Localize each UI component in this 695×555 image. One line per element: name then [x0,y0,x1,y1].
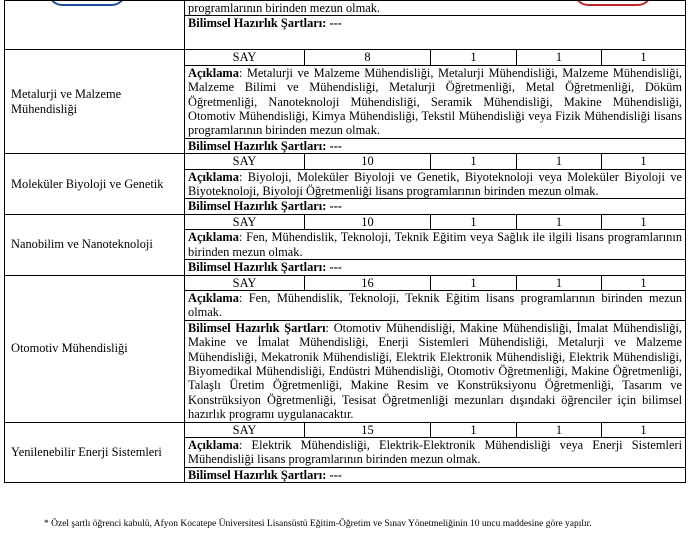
prereq-label: Bilimsel Hazırlık Şartları [188,16,323,31]
prereq-label: Bilimsel Hazırlık Şartları [188,260,323,275]
prereq-label: Bilimsel Hazırlık Şartları [188,320,326,335]
explanation-text: programlarının birinden mezun olmak. [188,1,381,15]
program-name: Otomotiv Mühendisliği [5,275,185,422]
score-type: SAY [185,422,305,437]
program-name: Metalurji ve Malzeme Mühendisliği [5,50,185,154]
quota-cell: 16 [305,275,431,290]
quota-cell: 10 [305,154,431,169]
explanation-label: Açıklama [188,169,239,184]
program-name: Nanobilim ve Nanoteknoloji [5,214,185,275]
table-row [5,422,686,437]
quota-cell: 15 [305,422,431,437]
explanation-text: : Biyoloji, Moleküler Biyoloji ve Genetik, Biyoteknoloji veya Moleküler Biyoloji ve Biyoteknoloji, Biyoloji Öğretmenliği lisans programlarının birinden mezun olmak. [188,169,683,199]
explanation-label: Açıklama [188,437,239,452]
table-row [5,1,686,16]
quota-cell: 1 [431,214,517,229]
prereq-label: Bilimsel Hazırlık Şartları [188,467,323,482]
table-row: Bilimsel Hazırlık Şartları: --- [5,260,686,275]
quota-cell: 1 [431,50,517,65]
explanation-text: : Elektrik Mühendisliği, Elektrik-Elektronik Mühendisliği veya Enerji Sistemleri Mühendisliği lisans programlarının birinden mezun olmak. [188,437,683,467]
quota-cell: 1 [602,275,686,290]
explanation-label: Açıklama [188,65,239,80]
program-name: Moleküler Biyoloji ve Genetik [5,154,185,215]
table-row: Bilimsel Hazırlık Şartları: --- [5,16,686,50]
quota-cell: 1 [517,422,602,437]
quota-cell: 1 [517,50,602,65]
quota-cell: 1 [602,422,686,437]
quota-cell: 1 [602,50,686,65]
programs-table [4,0,686,483]
quota-cell: 1 [431,422,517,437]
prereq-text: : Otomotiv Mühendisliği, Makine Mühendisliği, İmalat Mühendisliği, Makine ve İmalat Mühendisliği, Enerji Sistemleri Mühendisliği, Metalurji ve Malzeme Mühendisliği, Mekatronik Mühendisliği, Elektrik Elektronik Mühendisliği, Elektrik Mühendisliği, Biyomedikal Mühendisliği, Endüstri Mühendisliği, Otomotiv Öğretmenliği, Makine Öğretmenliği, Talaşlı Üretim Öğretmenliği, Makine Resim ve Konstrüksiyonu Öğretmenliği, Tasarım ve Konstrüksiyon Öğretmenliği, Tesisat Öğretmenliği mezunları dışındaki öğrenciler için bilimsel hazırlık programı uygulanacaktır. [188,320,683,422]
table-row [5,275,686,290]
quota-cell: 1 [602,154,686,169]
quota-cell: 8 [305,50,431,65]
program-name-cell [5,1,185,50]
quota-cell: 1 [517,214,602,229]
score-type: SAY [185,154,305,169]
explanation-label: Açıklama [188,290,239,305]
table-row [5,50,686,65]
explanation-text: : Fen, Mühendislik, Teknoloji, Teknik Eğitim veya Sağlık ile ilgili lisans programlarının birinden mezun olmak. [188,230,683,259]
footnote: * Özel şartlı öğrenci kabulü, Afyon Kocatepe Üniversitesi Lisansüstü Eğitim-Öğretim ve Sınav Yönetmeliğinin 10 uncu maddesine göre yapılır. [44,519,592,529]
quota-cell: 1 [517,275,602,290]
program-name: Yenilenebilir Enerji Sistemleri [5,422,185,483]
score-type: SAY [185,50,305,65]
explanation-text: : Fen, Mühendislik, Teknoloji, Teknik Eğitim lisans programlarının birinden mezun olmak. [188,290,683,320]
quota-cell: 1 [602,214,686,229]
prereq-label: Bilimsel Hazırlık Şartları [188,199,323,214]
explanation-label: Açıklama [188,230,239,245]
table-row: Bilimsel Hazırlık Şartları: --- [5,199,686,214]
explanation-text: : Metalurji ve Malzeme Mühendisliği, Metalurji Mühendisliği, Malzeme Mühendisliği, Malzeme Bilimi ve Mühendisliği, Metalurji Öğretmenliği, Metal Öğretmenliği, Döküm Öğretmenliği, Nanoteknoloji Mühendisliği, Seramik Mühendisliği, Makine Mühendisliği, Otomotiv Mühendisliği, Kimya Mühendisliği, Tekstil Mühendisliği veya Fizik Mühendisliği lisans programlarının birinden mezun olmak. [188,65,683,138]
score-type: SAY [185,214,305,229]
quota-cell: 1 [431,275,517,290]
table-row: Bilimsel Hazırlık Şartları: --- [5,467,686,482]
quota-cell: 10 [305,214,431,229]
quota-cell: 1 [431,154,517,169]
score-type: SAY [185,275,305,290]
quota-cell: 1 [517,154,602,169]
prereq-label: Bilimsel Hazırlık Şartları [188,138,323,153]
table-row [5,154,686,169]
table-row: Bilimsel Hazırlık Şartları: --- [5,138,686,153]
table-row [5,214,686,229]
